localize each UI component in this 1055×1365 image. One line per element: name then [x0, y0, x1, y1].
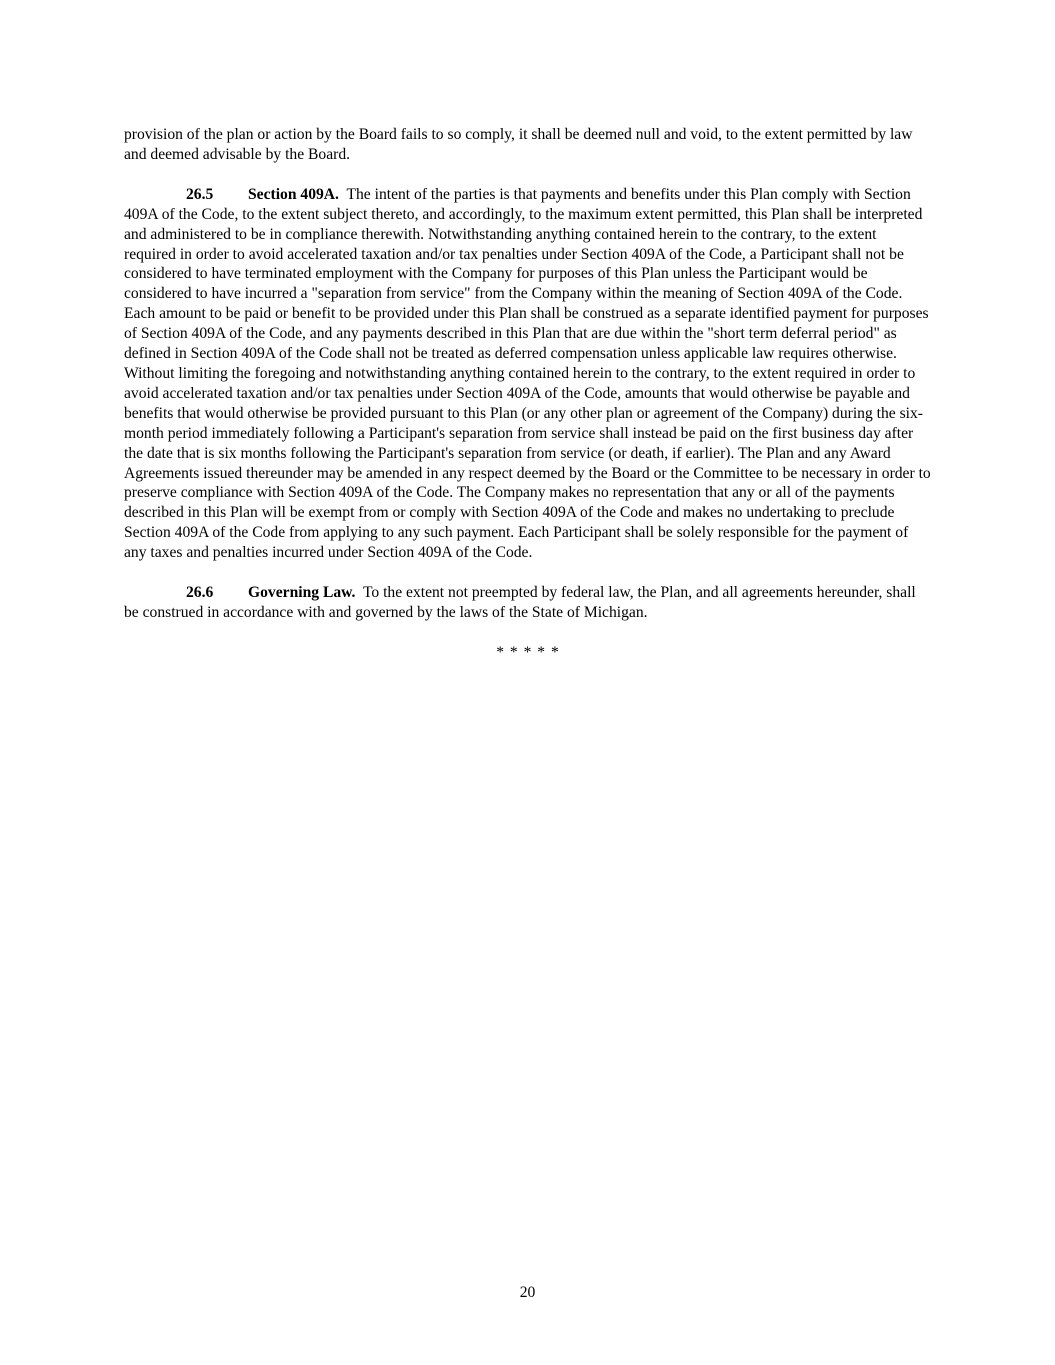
section-title: Section 409A.	[248, 185, 339, 203]
document-page	[124, 125, 932, 663]
section-body: The intent of the parties is that payments and benefits under this Plan comply with Section 409A of the Code, to the extent subject thereto, and accordingly, to the maximum extent permitted, this Plan shall be interpreted and administered to be in compliance therewith. Notwithstanding anything contained herein to the contrary, to the extent required in order to avoid accelerated taxation and/or tax penalties under Section 409A of the Code, a Participant shall not be considered to have terminated employment with the Company for purposes of this Plan unless the Participant would be considered to have incurred a "separation from service" from the Company within the meaning of Section 409A of the Code. Each amount to be paid or benefit to be provided under this Plan shall be construed as a separate identified payment for purposes of Section 409A of the Code, and any payments described in this Plan that are due within the "short term deferral period" as defined in Section 409A of the Code shall not be treated as deferred compensation unless applicable law requires otherwise. Without limiting the foregoing and notwithstanding anything contained herein to the contrary, to the extent required in order to avoid accelerated taxation and/or tax penalties under Section 409A of the Code, amounts that would otherwise be payable and benefits that would otherwise be provided pursuant to this Plan (or any other plan or agreement of the Company) during the six-month period immediately following a Participant's separation from service shall instead be paid on the first business day after the date that is six months following the Participant's separation from service (or death, if earlier). The Plan and any Award Agreements issued thereunder may be amended in any respect deemed by the Board or the Committee to be necessary in order to preserve compliance with Section 409A of the Code. The Company makes no representation that any or all of the payments described in this Plan will be exempt from or comply with Section 409A of the Code and makes no undertaking to preclude Section 409A of the Code from applying to any such payment. Each Participant shall be solely responsible for the payment of any taxes and penalties incurred under Section 409A of the Code.	[124, 185, 931, 562]
page-number: 20	[519, 1284, 536, 1301]
section-title: Governing Law.	[248, 584, 356, 602]
section-number: 26.6	[186, 584, 214, 602]
section-26-5-paragraph	[124, 185, 932, 563]
section-number: 26.5	[186, 185, 214, 203]
section-26-6-paragraph	[124, 583, 932, 623]
section-body: To the extent not preempted by federal law, the Plan, and all agreements hereunder, shall be construed in accordance with and governed by the laws of the State of Michigan.	[124, 584, 916, 621]
end-marker: * * * * *	[496, 643, 560, 661]
continuation-paragraph: provision of the plan or action by the Board fails to so comply, it shall be deemed null and void, to the extent permitted by law and deemed advisable by the Board.	[124, 126, 913, 163]
